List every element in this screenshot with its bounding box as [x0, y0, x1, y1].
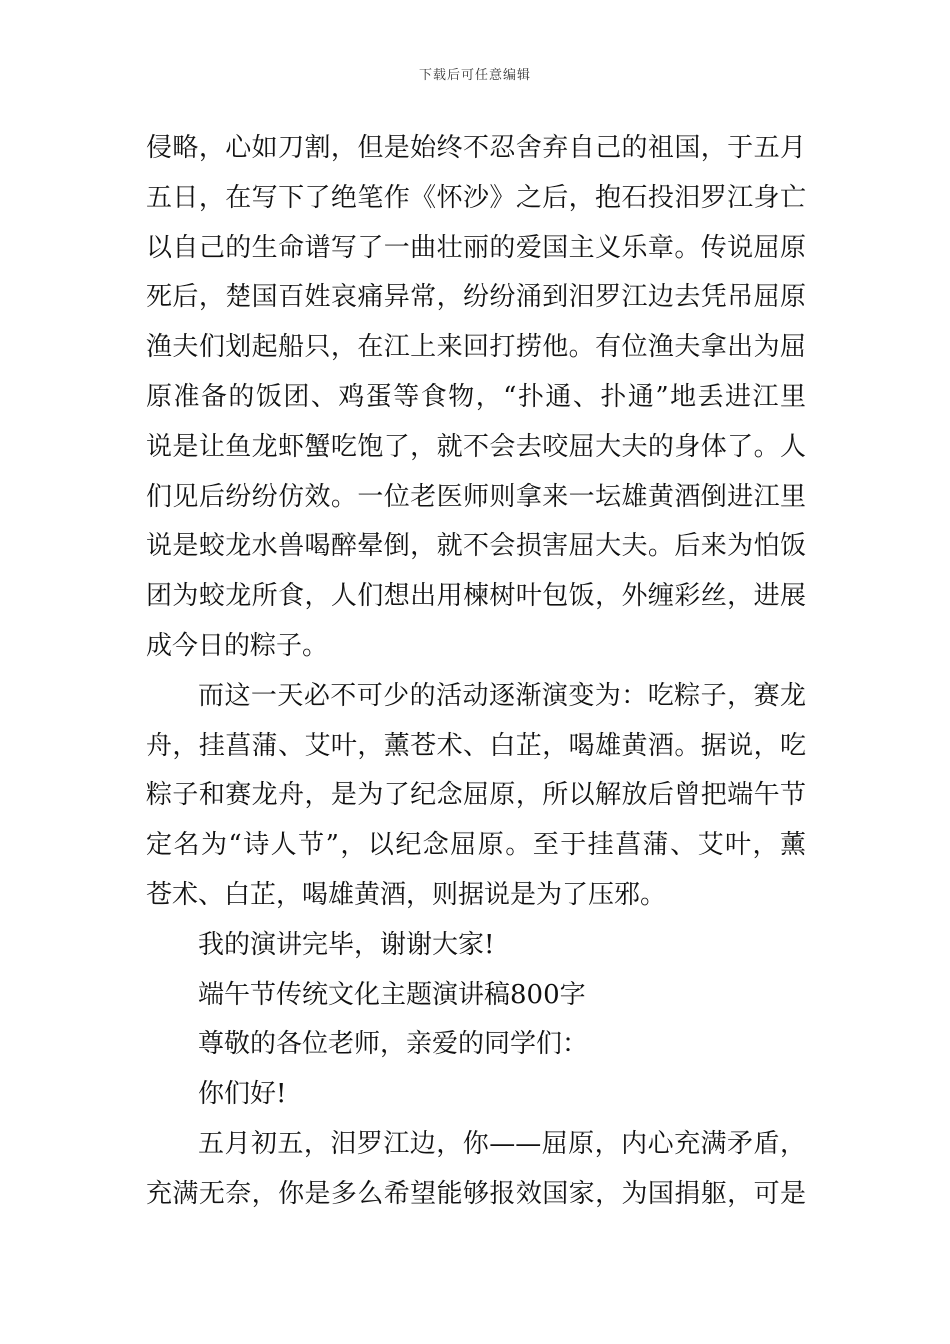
text-line: 端午节传统文化主题演讲稿800字: [198, 979, 586, 1010]
text-line: 说是让鱼龙虾蟹吃饱了，就不会去咬屈大夫的身体了。人: [146, 431, 806, 462]
text-line: 充满无奈，你是多么希望能够报效国家，为国捐躯，可是: [146, 1178, 806, 1209]
text-line: 而这一天必不可少的活动逐渐演变为：吃粽子，赛龙: [198, 680, 806, 711]
text-line: 渔夫们划起船只，在江上来回打捞他。有位渔夫拿出为屈: [146, 332, 806, 363]
text-line: 你们好!: [198, 1079, 287, 1110]
document-body: [146, 124, 806, 1220]
text-line: 成今日的粽子。: [146, 630, 329, 661]
text-line: 死后，楚国百姓哀痛异常，纷纷涌到汨罗江边去凭吊屈原: [146, 282, 806, 313]
text-line: 尊敬的各位老师，亲爱的同学们：: [198, 1029, 589, 1060]
text-line: 五日，在写下了绝笔作《怀沙》之后，抱石投汨罗江身亡: [146, 182, 806, 213]
text-line: 我的演讲完毕，谢谢大家!: [198, 929, 495, 960]
text-line: 侵略，心如刀割，但是始终不忍舍弃自己的祖国，于五月: [146, 133, 806, 163]
text-line: 定名为“诗人节”，以纪念屈原。至于挂菖蒲、艾叶，薰: [146, 830, 806, 861]
text-line: 舟，挂菖蒲、艾叶，薰苍术、白芷，喝雄黄酒。据说，吃: [146, 730, 806, 761]
text-line: 五月初五，汨罗江边，你——屈原，内心充满矛盾，: [198, 1128, 806, 1159]
text-line: 原准备的饭团、鸡蛋等食物，“扑通、扑通”地丢进江里: [146, 381, 806, 412]
text-line: 说是蛟龙水兽喝醉晕倒，就不会损害屈大夫。后来为怕饭: [146, 531, 806, 562]
text-line: 粽子和赛龙舟，是为了纪念屈原，所以解放后曾把端午节: [146, 780, 806, 811]
text-line: 团为蛟龙所食，人们想出用楝树叶包饭，外缠彩丝，进展: [146, 581, 806, 612]
text-line: 以自己的生命谱写了一曲壮丽的爱国主义乐章。传说屈原: [146, 232, 806, 263]
text-line: 苍术、白芷，喝雄黄酒，则据说是为了压邪。: [146, 879, 667, 910]
text-line: 们见后纷纷仿效。一位老医师则拿来一坛雄黄酒倒进江里: [146, 481, 806, 512]
page-header: 下载后可任意编辑: [418, 68, 531, 83]
